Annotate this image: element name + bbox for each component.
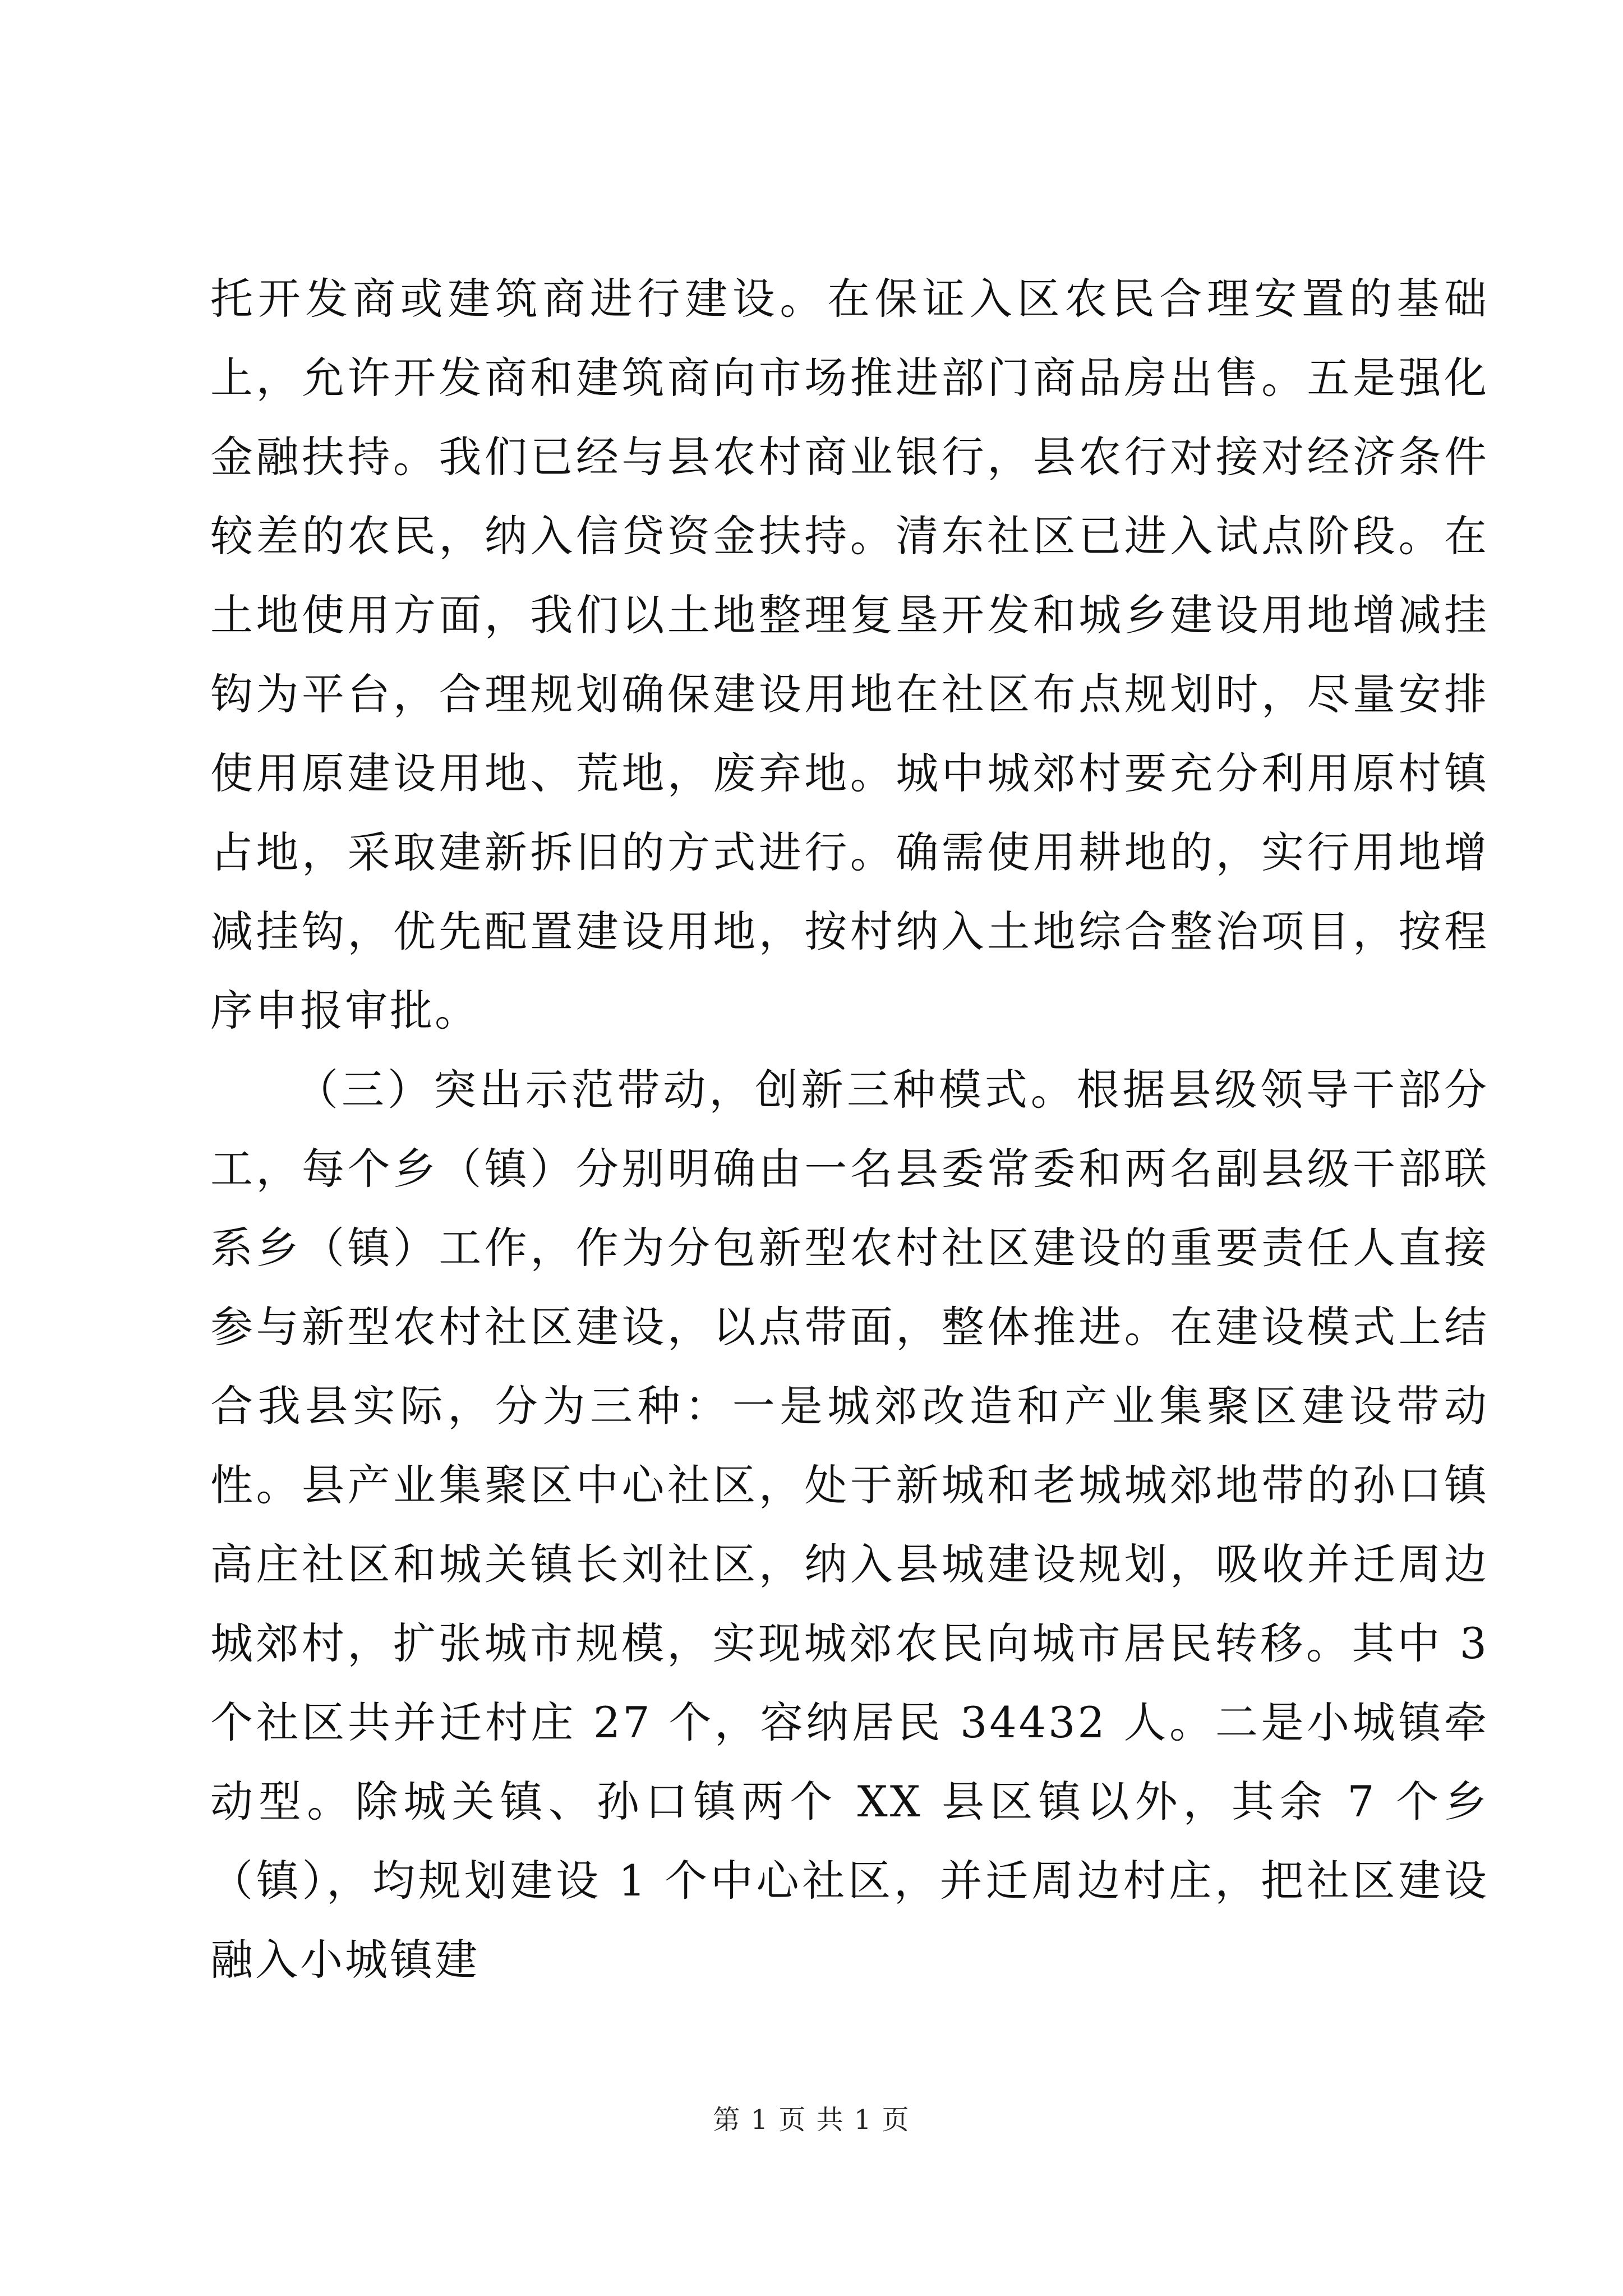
page-footer [0,2098,1623,2137]
paragraph-2: （三）突出示范带动，创新三种模式。根据县级领导干部分工，每个乡（镇）分别明确由一名县委常委和两名副县级干部联系乡（镇）工作，作为分包新型农村社区建设的重要责任人直接参与新型农村社区建设，以点带面，整体推进。在建设模式上结合我县实际，分为三种：一是城郊改造和产业集聚区建设带动性。县产业集聚区中心社区，处于新城和老城城郊地带的孙口镇高庄社区和城关镇长刘社区，纳入县城建设规划，吸收并迁周边城郊村，扩张城市规模，实现城郊农民向城市居民转移。其中 3 个社区共并迁村庄 27 个，容纳居民 34432 人。二是小城镇牵动型。除城关镇、孙口镇两个 XX 县区镇以外，其余 7 个乡（镇），均规划建设 1 个中心社区，并迁周边村庄，把社区建设融入小城镇建 [210,1065,1489,1985]
document-body [210,259,1489,1999]
paragraph-1: 托开发商或建筑商进行建设。在保证入区农民合理安置的基础上，允许开发商和建筑商向市场推进部门商品房出售。五是强化金融扶持。我们已经与县农村商业银行，县农行对接对经济条件较差的农民，纳入信贷资金扶持。清东社区已进入试点阶段。在土地使用方面，我们以土地整理复垦开发和城乡建设用地增减挂钩为平台，合理规划确保建设用地在社区布点规划时，尽量安排使用原建设用地、荒地，废弃地。城中城郊村要充分利用原村镇占地，采取建新拆旧的方式进行。确需使用耕地的，实行用地增减挂钩，优先配置建设用地，按村纳入土地综合整治项目，按程序申报审批。 [210,274,1489,1036]
page-number-label: 第 1 页 共 1 页 [713,2104,910,2136]
